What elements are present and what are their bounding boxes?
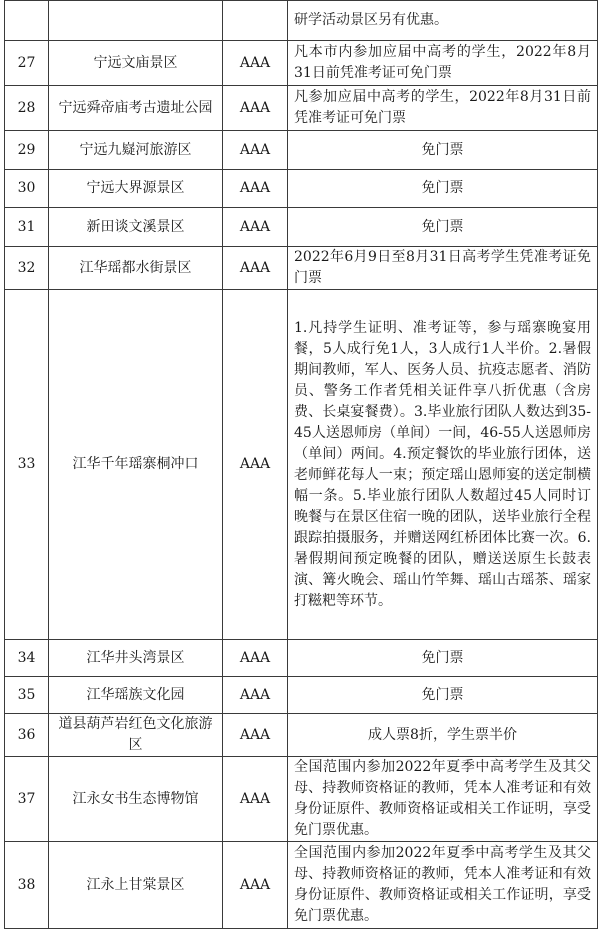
table-row: [5, 714, 598, 757]
row-number: 32: [5, 247, 49, 290]
scenic-grade: AAA: [223, 714, 288, 757]
row-number: 34: [5, 640, 49, 677]
row-number: 35: [5, 677, 49, 714]
scenic-grade: AAA: [223, 757, 288, 842]
table-row: [5, 640, 598, 677]
row-number: 38: [5, 842, 49, 929]
scenic-grade: AAA: [223, 290, 288, 640]
discount-policy: 研学活动景区另有优惠。: [288, 1, 598, 41]
scenic-grade: AAA: [223, 842, 288, 929]
scenic-area-name: 江永女书生态博物馆: [49, 757, 223, 842]
table-row: [5, 842, 598, 929]
table-row: [5, 208, 598, 247]
scenic-area-name: 道县葫芦岩红色文化旅游区: [49, 714, 223, 757]
row-number: 31: [5, 208, 49, 247]
table-row: [5, 757, 598, 842]
scenic-area-name: 江华井头湾景区: [49, 640, 223, 677]
discount-policy: 凡参加应届中高考的学生，2022年8月31日前凭准考证可免门票: [288, 86, 598, 131]
table-row: [5, 86, 598, 131]
row-number: 30: [5, 170, 49, 208]
scenic-grade: AAA: [223, 86, 288, 131]
scenic-grade: AAA: [223, 640, 288, 677]
table-row: [5, 41, 598, 86]
scenic-grade: AAA: [223, 208, 288, 247]
scenic-area-name: 新田谈文溪景区: [49, 208, 223, 247]
discount-policy: 全国范围内参加2022年夏季中高考学生及其父母、持教师资格证的教师，凭本人准考证和有效身份证原件、教师资格证或相关工作证明，享受免门票优惠。: [288, 757, 598, 842]
scenic-area-name: 江永上甘棠景区: [49, 842, 223, 929]
discount-policy: 免门票: [288, 170, 598, 208]
table-row: [5, 131, 598, 170]
row-number: 27: [5, 41, 49, 86]
row-number: [5, 1, 49, 41]
discount-policy: 成人票8折，学生票半价: [288, 714, 598, 757]
row-number: 33: [5, 290, 49, 640]
discount-policy: 2022年6月9日至8月31日高考学生凭准考证免门票: [288, 247, 598, 290]
table-row: [5, 247, 598, 290]
table-row: [5, 677, 598, 714]
row-number: 36: [5, 714, 49, 757]
scenic-grade: AAA: [223, 247, 288, 290]
scenic-grade: AAA: [223, 677, 288, 714]
scenic-area-name: 江华瑶族文化园: [49, 677, 223, 714]
scenic-area-name: [49, 1, 223, 41]
scenic-area-name: 江华千年瑶寨桐冲口: [49, 290, 223, 640]
discount-policy: 免门票: [288, 677, 598, 714]
discount-policy: 全国范围内参加2022年夏季中高考学生及其父母、持教师资格证的教师，凭本人准考证和有效身份证原件、教师资格证或相关工作证明，享受免门票优惠。: [288, 842, 598, 929]
row-number: 29: [5, 131, 49, 170]
scenic-grade: [223, 1, 288, 41]
scenic-area-name: 宁远文庙景区: [49, 41, 223, 86]
row-number: 28: [5, 86, 49, 131]
table-row: [5, 1, 598, 41]
discount-policy: 免门票: [288, 131, 598, 170]
scenic-grade: AAA: [223, 41, 288, 86]
row-number: 37: [5, 757, 49, 842]
scenic-area-name: 宁远九嶷河旅游区: [49, 131, 223, 170]
scenic-area-name: 宁远大界源景区: [49, 170, 223, 208]
discount-policy: 凡本市内参加应届中高考的学生，2022年8月31日前凭准考证可免门票: [288, 41, 598, 86]
scenic-area-name: 江华瑶都水街景区: [49, 247, 223, 290]
discount-policy: 1.凡持学生证明、准考证等，参与瑶寨晚宴用餐，5人成行免1人，3人成行1人半价。2.暑假期间教师，军人、医务人员、抗疫志愿者、消防员、警务工作者凭相关证件享八折优惠（含房费、长桌宴餐费）。3.毕业旅行团队人数达到35-45人送恩师房（单间）一间，46-55人送恩师房（单间）两间。4.预定餐饮的毕业旅行团体，送老师鲜花每人一束；预定瑶山恩师宴的送定制横幅一条。5.毕业旅行团队人数超过45人同时订晚餐与在景区住宿一晚的团队，送毕业旅行全程跟踪拍摄服务，并赠送网红桥团体比赛一次。6.暑假期间预定晚餐的团队，赠送送原生长鼓表演、篝火晚会、瑶山竹竿舞、瑶山古瑶茶、瑶家打糍粑等环节。: [288, 290, 598, 640]
scenic-grade: AAA: [223, 131, 288, 170]
scenic-area-name: 宁远舜帝庙考古遗址公园: [49, 86, 223, 131]
discount-policy: 免门票: [288, 208, 598, 247]
scenic-discount-table: [4, 0, 598, 929]
scenic-grade: AAA: [223, 170, 288, 208]
discount-policy: 免门票: [288, 640, 598, 677]
table-row: [5, 170, 598, 208]
table-row: [5, 290, 598, 640]
